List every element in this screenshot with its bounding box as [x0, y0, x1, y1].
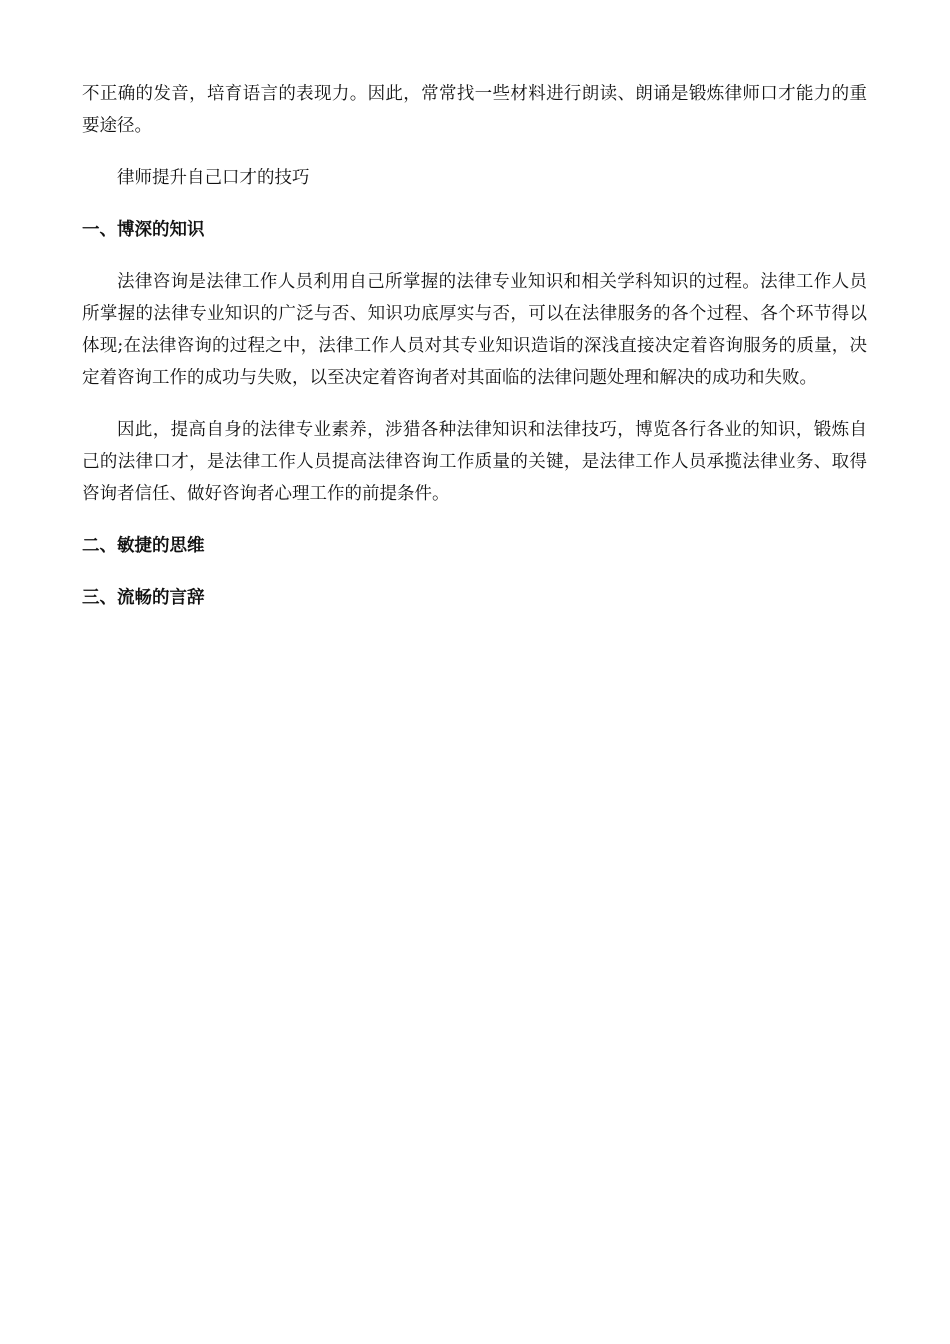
document-page [82, 78, 867, 634]
document-subtitle: 律师提升自己口才的技巧 [117, 168, 310, 188]
body-paragraph: 法律咨询是法律工作人员利用自己所掌握的法律专业知识和相关学科知识的过程。法律工作人员所掌握的法律专业知识的广泛与否、知识功底厚实与否，可以在法律服务的各个过程、各个环节得以体现;在法律咨询的过程之中，法律工作人员对其专业知识造诣的深浅直接决定着咨询服务的质量，决定着咨询工作的成功与失败，以至决定着咨询者对其面临的法律问题处理和解决的成功和失败。 [82, 272, 867, 388]
body-paragraph: 因此，提高自身的法律专业素养，涉猎各种法律知识和法律技巧，博览各行各业的知识，锻炼自己的法律口才，是法律工作人员提高法律咨询工作质量的关键，是法律工作人员承揽法律业务、取得咨询者信任、做好咨询者心理工作的前提条件。 [82, 420, 867, 504]
section-heading-knowledge: 一、博深的知识 [82, 220, 205, 240]
intro-paragraph: 不正确的发音，培育语言的表现力。因此，常常找一些材料进行朗读、朗诵是锻炼律师口才能力的重要途径。 [82, 84, 867, 136]
section-heading-speech: 三、流畅的言辞 [82, 588, 205, 608]
section-heading-thinking: 二、敏捷的思维 [82, 536, 205, 556]
